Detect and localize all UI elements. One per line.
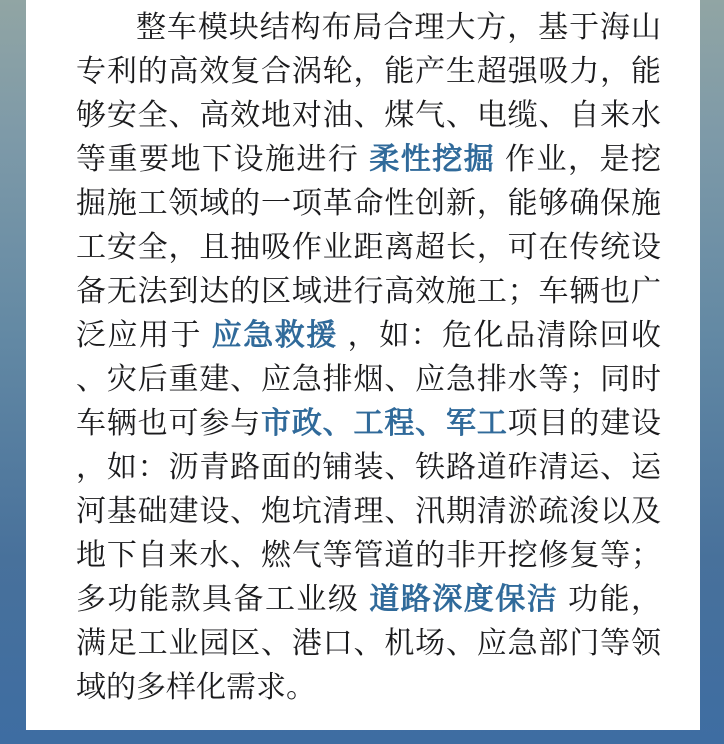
body-paragraph [76,6,661,710]
highlighted-term-flexible-excavation: 柔性挖掘 [369,143,496,176]
paragraph-text-run: 整车模块结构布局合理大方，基于海山专利的高效复合涡轮，能产生超强吸力，能够安全、高效地对油、煤气、电缆、自来水等重要地下设施进行 [76,11,661,176]
highlighted-term-road-deep-cleaning: 道路深度保洁 [369,583,559,616]
paragraph-text-run: 功能，满足工业园区、港口、机场、应急部门等领域的多样化需求。 [76,583,662,704]
content-card [26,0,700,730]
paragraph-text-run: 作业，是挖掘施工领域的一项革命性创新，能够确保施工安全，且抽吸作业距离超长，可在传统设备无法到达的区域进行高效施工；车辆也广泛应用于 [76,143,662,352]
paragraph-text-run: ，如：危化品清除回收、灾后重建、应急排烟、应急排水等；同时车辆也可参与 [76,319,662,440]
paragraph-text-run: 项目的建设，如：沥青路面的铺装、铁路道砟清运、运河基础建设、炮坑清理、汛期清淤疏浚以及地下自来水、燃气等管道的非开挖修复等；多功能款具备工业级 [76,407,662,616]
highlighted-term-municipal-engineering-military: 市政、工程、军工 [261,407,508,440]
highlighted-term-emergency-rescue: 应急救援 [211,319,338,352]
